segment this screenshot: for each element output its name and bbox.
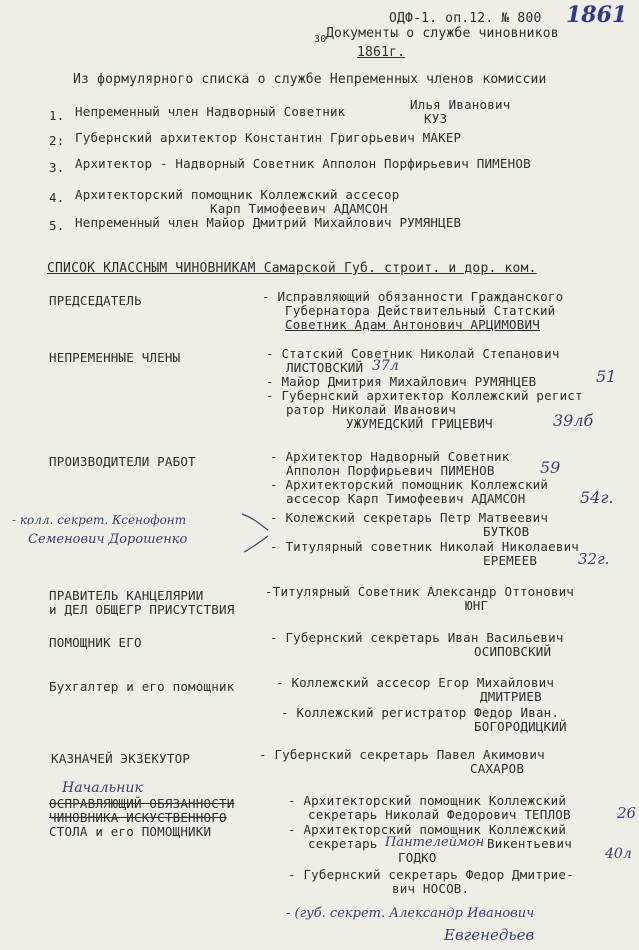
section-label-iskusstv-1: ОСПРАВЛЯЮЩИЙ ОБЯЗАННОСТИ (49, 796, 235, 811)
pomoshnik-line-1: - Губернский секретарь Иван Васильевич (270, 630, 564, 645)
section-label-proizvoditeli: ПРОИЗВОДИТЕЛИ РАБОТ (49, 454, 196, 469)
section-label-kaznachei: КАЗНАЧЕЙ ЭКЗЕКУТОР (51, 751, 191, 766)
proizvoditeli-line-4: ассесор Карп Тимофеевич АДАМСОН (286, 491, 526, 506)
pravitel-line-1: -Титулярный Советник Александр Оттонович (265, 584, 575, 599)
formular-heading: Из формулярного списка о службе Непременных членов комиссии (73, 72, 547, 87)
predsedatel-line-3: Советник Адам Антонович АРЦИМОВИЧ (285, 317, 540, 332)
chleny-line-6: УЖУМЕДСКИЙ ГРИЦЕВИЧ (346, 416, 493, 431)
proizvoditeli-line-6: БУТКОВ (483, 524, 530, 539)
section-label-iskusstv-2: ЧИНОВНИКА ИСКУСТВЕННОГО (49, 810, 227, 825)
section-label-pravitel-1: ПРАВИТЕЛЬ КАНЦЕЛЯРИИ (49, 588, 204, 603)
iskusstv-handwritten-name: Пантелеймон (385, 835, 485, 850)
formular-item-1-name: Илья Иванович (410, 97, 511, 112)
section-label-predsedatel: ПРЕДСЕДАТЕЛЬ (49, 293, 142, 308)
iskusstv-line-1: - Архитекторский помощник Коллежский (288, 793, 567, 808)
section-label-pravitel-2: и ДЕЛ ОБЩЕГР ПРИСУТСТВИЯ (49, 602, 235, 617)
iskusstv-line-3: - Архитекторский помощник Коллежский (288, 822, 567, 837)
proizvoditeli-line-3: - Архитекторский помощник Коллежский (270, 477, 549, 492)
predsedatel-line-2: Губернатора Действительный Статский (285, 303, 556, 318)
chleny-note-3: 39лб (553, 411, 594, 430)
chleny-line-3: - Майор Дмитрия Михайлович РУМЯНЦЕВ (266, 374, 537, 389)
formular-item-1-num: 1. (49, 108, 65, 123)
iskusstv-handwritten-label: Начальник (62, 780, 143, 796)
formular-item-2-num: 2: (49, 133, 65, 148)
iskusstv-line-2: секретарь Николай Федорович ТЕПЛОВ (308, 807, 571, 822)
proizvoditeli-margin-note-1: - колл. секрет. Ксенофонт (12, 513, 187, 527)
buhgalter-line-1: - Коллежский ассесор Егор Михайлович (276, 675, 555, 690)
pomoshnik-line-2: ОСИПОВСКИЙ (474, 644, 552, 659)
proizvoditeli-line-5: - Колежский секретарь Петр Матвеевич (270, 510, 549, 525)
list-heading: СПИСОК КЛАССНЫМ ЧИНОВНИКАМ Самарской Губ. строит. и дор. ком. (47, 261, 537, 276)
buhgalter-line-3: - Коллежский регистратор Федор Иван. (281, 705, 560, 720)
document-title: Документы о службе чиновников (326, 26, 559, 41)
proizvoditeli-note-2: 54г. (580, 488, 614, 507)
buhgalter-line-2: ДМИТРИЕВ (480, 689, 542, 704)
iskusstv-line-8: вич НОСОВ. (392, 881, 470, 896)
chleny-line-1: - Статский Советник Николай Степанович (266, 346, 560, 361)
bracket-mark (240, 510, 274, 556)
document-year: 1861г. (357, 45, 406, 60)
pravitel-line-2: ЮНГ (465, 598, 489, 613)
iskusstv-line-4: секретарь (308, 836, 378, 851)
proizvoditeli-margin-note-2: Семенович Дорошенко (28, 532, 188, 547)
formular-item-2-text: Губернский архитектор Константин Григорьевич МАКЕР (75, 130, 462, 145)
section-label-buhgalter: Бухгалтер и его помощник (49, 679, 235, 694)
proizvoditeli-line-8: ЕРЕМЕЕВ (483, 553, 538, 568)
proizvoditeli-note-3: 32г. (578, 550, 610, 568)
chleny-line-4: - Губернский архитектор Коллежский регист (266, 388, 583, 403)
predsedatel-line-1: - Исправляющий обязанности Гражданского (262, 289, 564, 304)
section-label-pomoshnik: ПОМОЩНИК ЕГО (49, 635, 142, 650)
formular-item-4-cont: Карп Тимофеевич АДАМСОН (210, 201, 388, 216)
archive-reference: ОДФ-1. оп.12. № 800 (389, 11, 542, 26)
chleny-note-2: 51 (596, 367, 617, 386)
formular-item-4-text: Архитекторский помощник Коллежский ассесор (75, 187, 400, 202)
kaznachei-line-2: САХАРОВ (470, 761, 525, 776)
formular-item-4-num: 4. (49, 190, 65, 205)
formular-item-3-num: 3. (49, 160, 65, 175)
buhgalter-line-4: БОГОРОДИЦКИЙ (474, 719, 567, 734)
iskusstv-margin-note-1: - (губ. секрет. Александр Иванович (286, 906, 535, 921)
chleny-line-2: ЛИСТОВСКИЙ (286, 360, 364, 375)
formular-item-5-text: Непременный член Майор Дмитрий Михайлович РУМЯНЦЕВ (75, 215, 462, 230)
formular-item-1-text: Непременный член Надворный Советник (75, 104, 346, 119)
section-label-chleny: НЕПРЕМЕННЫЕ ЧЛЕНЫ (49, 350, 181, 365)
formular-item-3-text: Архитектор - Надворный Советник Апполон Порфирьевич ПИМЕНОВ (75, 156, 531, 171)
proizvoditeli-line-2: Апполон Порфирьевич ПИМЕНОВ (286, 463, 495, 478)
formular-item-5-num: 5. (49, 218, 65, 233)
formular-item-1-surname: КУЗ (424, 111, 448, 126)
section-label-iskusstv-3: СТОЛА и его ПОМОЩНИКИ (49, 824, 212, 839)
iskusstv-line-7: - Губернский секретарь Федор Дмитрие- (288, 867, 574, 882)
proizvoditeli-line-7: - Титулярный советник Николай Николаевич (270, 539, 580, 554)
title-prefix: 30 (314, 34, 327, 45)
iskusstv-note-1: 26 (617, 804, 637, 822)
proizvoditeli-note-1: 59 (540, 458, 561, 477)
iskusstv-margin-note-2: Евгенедьев (444, 926, 535, 944)
proizvoditeli-line-1: - Архитектор Надворный Советник (270, 449, 510, 464)
kaznachei-line-1: - Губернский секретарь Павел Акимович (259, 747, 545, 762)
chleny-line-5: ратор Николай Иванович (286, 402, 456, 417)
chleny-note-1: 37л (372, 358, 399, 374)
iskusstv-line-5: Викентьевич (487, 836, 572, 851)
iskusstv-note-2: 40л (605, 846, 632, 862)
iskusstv-line-6: ГОДКО (398, 850, 437, 865)
handwritten-year: 1861 (566, 2, 628, 28)
